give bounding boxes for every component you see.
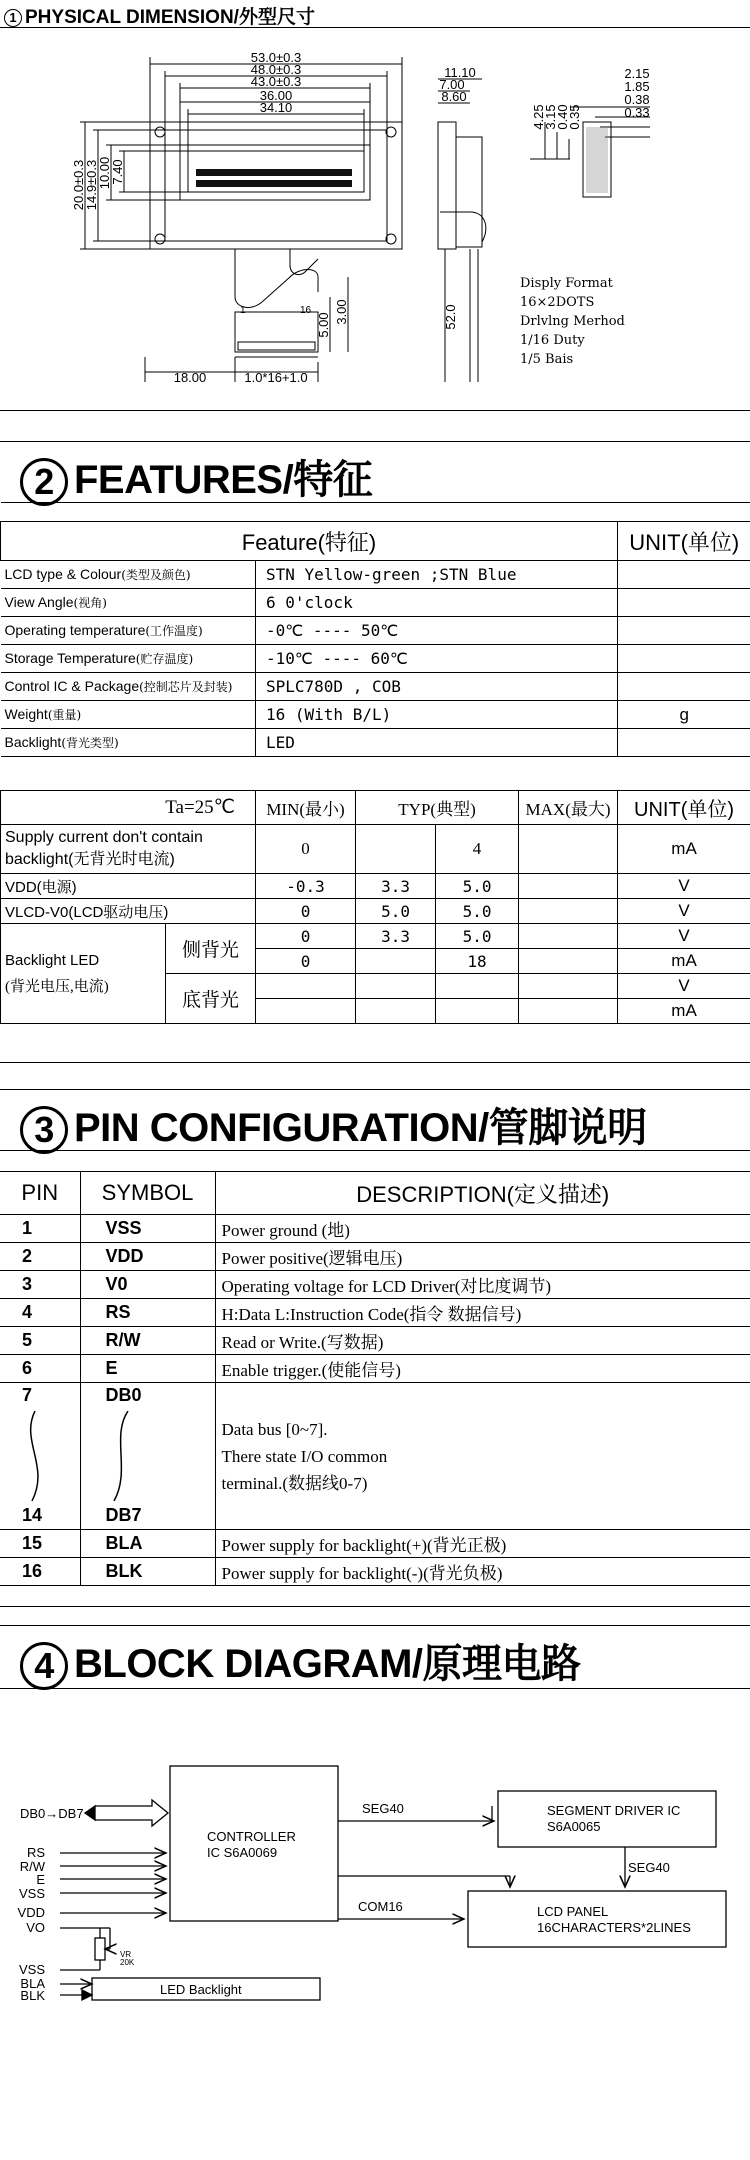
pin-row	[0, 1355, 750, 1383]
section4-title-text: BLOCK DIAGRAM/原理电路	[74, 1642, 581, 1686]
databus-wave-icon	[20, 1411, 50, 1501]
lcd-line-1: LCD PANEL	[537, 1904, 609, 1919]
supply-unit: mA	[618, 825, 750, 874]
dim-033: 0.33	[624, 105, 650, 120]
side-backlight-label: 侧背光	[166, 924, 256, 974]
bl-side-v-row	[1, 924, 750, 949]
vdd-typ: 3.3	[356, 874, 436, 899]
supply-row	[1, 825, 750, 874]
section3-title	[20, 1096, 647, 1154]
databus-pin-cell	[0, 1383, 80, 1530]
desc-header: DESCRIPTION(定义描述)	[215, 1172, 750, 1215]
section1-title	[4, 2, 315, 29]
pin-row	[0, 1271, 750, 1299]
vdd-min: -0.3	[256, 874, 356, 899]
section4-title	[20, 1632, 581, 1690]
supply-label-cn: (无背光时电流)	[68, 851, 175, 868]
max-header: MAX(最大)	[519, 791, 618, 825]
pin-description: Read or Write.(写数据)	[215, 1327, 750, 1355]
character-cells	[196, 169, 352, 187]
pin-description: Operating voltage for LCD Driver(对比度调节)	[215, 1271, 750, 1299]
input-vss-2: VSS	[18, 1962, 45, 1977]
unit-header-2: UNIT(单位)	[618, 791, 750, 825]
feature-label-cn: (贮存温度)	[135, 652, 194, 666]
dim-3: 3.00	[334, 299, 349, 325]
section-physical-dimension	[0, 0, 750, 411]
input-e: E	[36, 1872, 45, 1887]
feature-label-cn: (视角)	[73, 596, 107, 610]
pin1-label: 1	[240, 305, 246, 316]
vr-label: VR	[120, 1950, 132, 1959]
dim-8: 8.60	[441, 89, 467, 104]
vr-value: 20K	[120, 1958, 135, 1967]
databus-sym-bottom: DB7	[105, 1505, 142, 1525]
databus-desc	[215, 1383, 750, 1530]
dim-48: 48.0±0.3	[250, 62, 302, 77]
vlcd-label-cn: (LCD驱动电压)	[68, 903, 169, 921]
feature-unit	[618, 729, 750, 757]
dim-14: 14.9±0.3	[84, 159, 99, 211]
side-v-unit: V	[618, 924, 750, 949]
feature-label-en: Weight	[4, 706, 48, 722]
feature-label-cn: (背光类型)	[61, 736, 119, 750]
side-a-min: 0	[256, 949, 356, 974]
dimension-drawing	[0, 27, 750, 412]
feature-label-en: Control IC & Package	[4, 678, 140, 694]
vlcd-typ2: 5.0	[436, 899, 519, 924]
feature-value: SPLC780D , COB	[256, 673, 618, 701]
side-a-typ	[356, 949, 436, 974]
databus-symbol-cell	[80, 1383, 215, 1530]
vdd-label	[1, 874, 256, 899]
pin-grid	[586, 127, 608, 193]
side-v-min: 0	[256, 924, 356, 949]
pin-description: Power ground (地)	[215, 1215, 750, 1243]
backlight-label-cn: (背光电压,电流)	[5, 978, 109, 995]
section1-title-text: PHYSICAL DIMENSION/外型尺寸	[25, 7, 315, 28]
pin-description: Enable trigger.(使能信号)	[215, 1355, 750, 1383]
feature-label	[1, 645, 256, 673]
feature-label-en: Backlight	[4, 734, 62, 750]
dim-425: 4.25	[531, 104, 546, 130]
dim-7: 7.40	[110, 159, 125, 185]
fpc-connector	[235, 312, 318, 352]
side-a-typ2: 18	[436, 949, 519, 974]
vlcd-label-en: VLCD-V0	[5, 903, 69, 921]
feature-value: LED	[256, 729, 618, 757]
vdd-row	[1, 874, 750, 899]
vdd-label-cn: (电源)	[36, 878, 77, 896]
segment-driver-box	[498, 1791, 716, 1847]
side-v-typ2: 5.0	[436, 924, 519, 949]
feature-unit	[618, 645, 750, 673]
dim-215: 2.15	[624, 66, 650, 81]
controller-line-1: CONTROLLER	[207, 1829, 296, 1844]
elec-header-row	[1, 791, 750, 825]
feature-label	[1, 673, 256, 701]
backlight-label	[1, 924, 166, 1024]
seg40-label-b: SEG40	[628, 1860, 670, 1875]
lcd-line-2: 16CHARACTERS*2LINES	[537, 1920, 691, 1935]
section-features	[0, 441, 750, 1063]
supply-typ2: 4	[436, 825, 519, 874]
feature-label	[1, 589, 256, 617]
pin-number: 5	[0, 1327, 80, 1355]
databus-desc-1: Data bus [0~7].	[221, 1419, 328, 1439]
vlcd-unit: V	[618, 899, 750, 924]
seg40-label-a: SEG40	[362, 1801, 404, 1816]
feature-label-en: Operating temperature	[4, 622, 146, 638]
cond-header: Ta=25℃	[1, 791, 256, 825]
format-line-3: 1/16 Duty	[520, 333, 585, 348]
dim-52: 52.0	[443, 304, 458, 330]
pin-symbol: R/W	[80, 1327, 215, 1355]
section2-title-text: FEATURES/特征	[74, 458, 373, 502]
input-rs: RS	[26, 1845, 45, 1860]
input-vdd: VDD	[17, 1905, 45, 1920]
databus-pin-bottom: 14	[22, 1505, 43, 1525]
section2-number: 2	[20, 458, 68, 506]
feature-value: -10℃ ---- 60℃	[256, 645, 618, 673]
dim-5: 5.00	[316, 312, 331, 338]
supply-label	[1, 825, 256, 874]
pin-description: Power supply for backlight(-)(背光负极)	[215, 1558, 750, 1586]
feature-value: 6 0'clock	[256, 589, 618, 617]
feature-row	[1, 701, 750, 729]
feature-row	[1, 673, 750, 701]
feature-label-cn: (重量)	[47, 708, 82, 722]
dim-43: 43.0±0.3	[250, 74, 302, 89]
input-vss: VSS	[18, 1886, 45, 1901]
section3-number: 3	[20, 1106, 68, 1154]
input-rw: R/W	[19, 1859, 45, 1874]
pin-header: PIN	[0, 1172, 80, 1215]
features-header-row	[1, 522, 750, 561]
pin-symbol: E	[80, 1355, 215, 1383]
unit-header: UNIT(单位)	[618, 522, 750, 561]
pin-description: Power supply for backlight(+)(背光正极)	[215, 1530, 750, 1558]
feature-label-cn: (控制芯片及封装)	[139, 680, 233, 694]
pin-symbol: BLK	[80, 1558, 215, 1586]
feature-row	[1, 645, 750, 673]
led-backlight-label: LED Backlight	[160, 1982, 242, 1997]
dim-040: 0.40	[555, 104, 570, 130]
dim-185: 1.85	[624, 79, 650, 94]
format-line-4: 1/5 Bais	[520, 352, 574, 367]
pin-row	[0, 1530, 750, 1558]
section-pin-configuration	[0, 1089, 750, 1607]
segment-line-2: S6A0065	[547, 1819, 601, 1834]
typ-header: TYP(典型)	[356, 791, 519, 825]
segment-line-1: SEGMENT DRIVER IC	[547, 1803, 681, 1818]
databus-row	[0, 1383, 750, 1530]
dim-11: 11.10	[444, 65, 476, 80]
pin-row	[0, 1558, 750, 1586]
feature-label	[1, 617, 256, 645]
feature-unit: g	[618, 701, 750, 729]
input-bla: BLA	[20, 1976, 45, 1991]
backlight-label-en: Backlight LED	[5, 951, 100, 969]
feature-value: -0℃ ---- 50℃	[256, 617, 618, 645]
dim-035: 0.35	[567, 104, 582, 130]
pin-symbol: BLA	[80, 1530, 215, 1558]
feature-row	[1, 561, 750, 589]
section2-title	[20, 448, 372, 506]
vlcd-row	[1, 899, 750, 924]
pin-number: 16	[0, 1558, 80, 1586]
dim-10: 10.00	[97, 156, 112, 190]
pin-row	[0, 1299, 750, 1327]
dim-20: 20.0±0.3	[71, 159, 86, 211]
feature-label-en: View Angle	[4, 594, 74, 610]
pin-number: 2	[0, 1243, 80, 1271]
feature-unit	[618, 617, 750, 645]
pin-symbol: RS	[80, 1299, 215, 1327]
vdd-unit: V	[618, 874, 750, 899]
input-blk: BLK	[20, 1988, 45, 2003]
feature-unit	[618, 673, 750, 701]
databus-desc-3: terminal.(数据线0-7)	[221, 1473, 368, 1493]
databus-desc-2: There state I/O common	[221, 1446, 388, 1466]
symbol-header: SYMBOL	[80, 1172, 215, 1215]
databus-sym-wave-icon	[106, 1411, 136, 1501]
section3-title-text: PIN CONFIGURATION/管脚说明	[74, 1106, 647, 1150]
supply-label-2: backlight	[5, 851, 69, 868]
vr-resistor	[95, 1938, 105, 1960]
vdd-typ2: 5.0	[436, 874, 519, 899]
pin-table	[0, 1150, 750, 1586]
input-vo: VO	[26, 1920, 45, 1935]
feature-label-en: Storage Temperature	[4, 650, 136, 666]
dim-pitch: 1.0*16+1.0	[244, 370, 308, 385]
format-line-0: Disply Format	[520, 276, 613, 291]
block-diagram	[0, 1696, 750, 2156]
side-v-typ: 3.3	[356, 924, 436, 949]
pin-number: 3	[0, 1271, 80, 1299]
bottom-backlight-label: 底背光	[166, 974, 256, 1024]
fpc-pins	[238, 342, 315, 350]
supply-label-1: Supply current don't contain	[5, 829, 203, 846]
pin-row	[0, 1327, 750, 1355]
pin-number: 4	[0, 1299, 80, 1327]
vdd-label-en: VDD	[5, 878, 37, 896]
feature-unit	[618, 561, 750, 589]
feature-label-cn: (类型及颜色)	[121, 568, 191, 582]
feature-row	[1, 589, 750, 617]
dim-038: 0.38	[624, 92, 650, 107]
dim-315: 3.15	[543, 104, 558, 130]
min-header: MIN(最小)	[256, 791, 356, 825]
pin-row	[0, 1215, 750, 1243]
pin-description: H:Data L:Instruction Code(指令 数据信号)	[215, 1299, 750, 1327]
feature-label-en: LCD type & Colour	[4, 566, 122, 582]
pin-number: 6	[0, 1355, 80, 1383]
com16-label: COM16	[358, 1899, 403, 1914]
pin-symbol: VDD	[80, 1243, 215, 1271]
supply-min: 0	[256, 825, 356, 874]
section4-divider	[0, 1688, 750, 1689]
db-label: DB0→DB7	[20, 1806, 84, 1821]
bottom-v-unit: V	[618, 974, 750, 999]
pin-symbol: V0	[80, 1271, 215, 1299]
dim-53: 53.0±0.3	[250, 50, 302, 65]
section-block-diagram	[0, 1625, 750, 2160]
vlcd-label	[1, 899, 256, 924]
side-a-unit: mA	[618, 949, 750, 974]
section1-number: 1	[4, 9, 22, 27]
pin16-label: 16	[300, 305, 312, 316]
db-bus-arrow	[95, 1800, 168, 1826]
pin-number: 15	[0, 1530, 80, 1558]
feature-value: STN Yellow-green ;STN Blue	[256, 561, 618, 589]
lcd-panel-box	[468, 1891, 726, 1947]
controller-line-2: IC S6A0069	[207, 1845, 278, 1860]
pin-symbol: VSS	[80, 1215, 215, 1243]
databus-sym-top: DB0	[105, 1385, 142, 1405]
bottom-a-unit: mA	[618, 999, 750, 1024]
side-view	[438, 122, 456, 249]
supply-typ	[356, 825, 436, 874]
section4-number: 4	[20, 1642, 68, 1690]
feature-value: 16 (With B/L)	[256, 701, 618, 729]
pin-header-row	[0, 1172, 750, 1215]
features-table	[0, 502, 750, 767]
dim-34: 34.10	[259, 100, 293, 115]
vlcd-typ: 5.0	[356, 899, 436, 924]
feature-label	[1, 729, 256, 757]
format-notes	[520, 276, 625, 367]
dim-7-side: 7.00	[439, 77, 465, 92]
dim-36: 36.00	[259, 88, 293, 103]
vlcd-min: 0	[256, 899, 356, 924]
feature-row	[1, 729, 750, 757]
pin-description: Power positive(逻辑电压)	[215, 1243, 750, 1271]
pin-row	[0, 1243, 750, 1271]
pin-number: 1	[0, 1215, 80, 1243]
feature-row	[1, 617, 750, 645]
feature-unit	[618, 589, 750, 617]
databus-pin-top: 7	[22, 1385, 33, 1405]
feature-label	[1, 561, 256, 589]
feature-header: Feature(特征)	[1, 522, 618, 561]
format-line-1: 16×2DOTS	[520, 295, 595, 310]
dim-18: 18.00	[173, 370, 207, 385]
feature-label	[1, 701, 256, 729]
electrical-table	[0, 790, 750, 1024]
format-line-2: Drlvlng Merhod	[520, 314, 625, 329]
feature-label-cn: (工作温度)	[145, 624, 203, 638]
